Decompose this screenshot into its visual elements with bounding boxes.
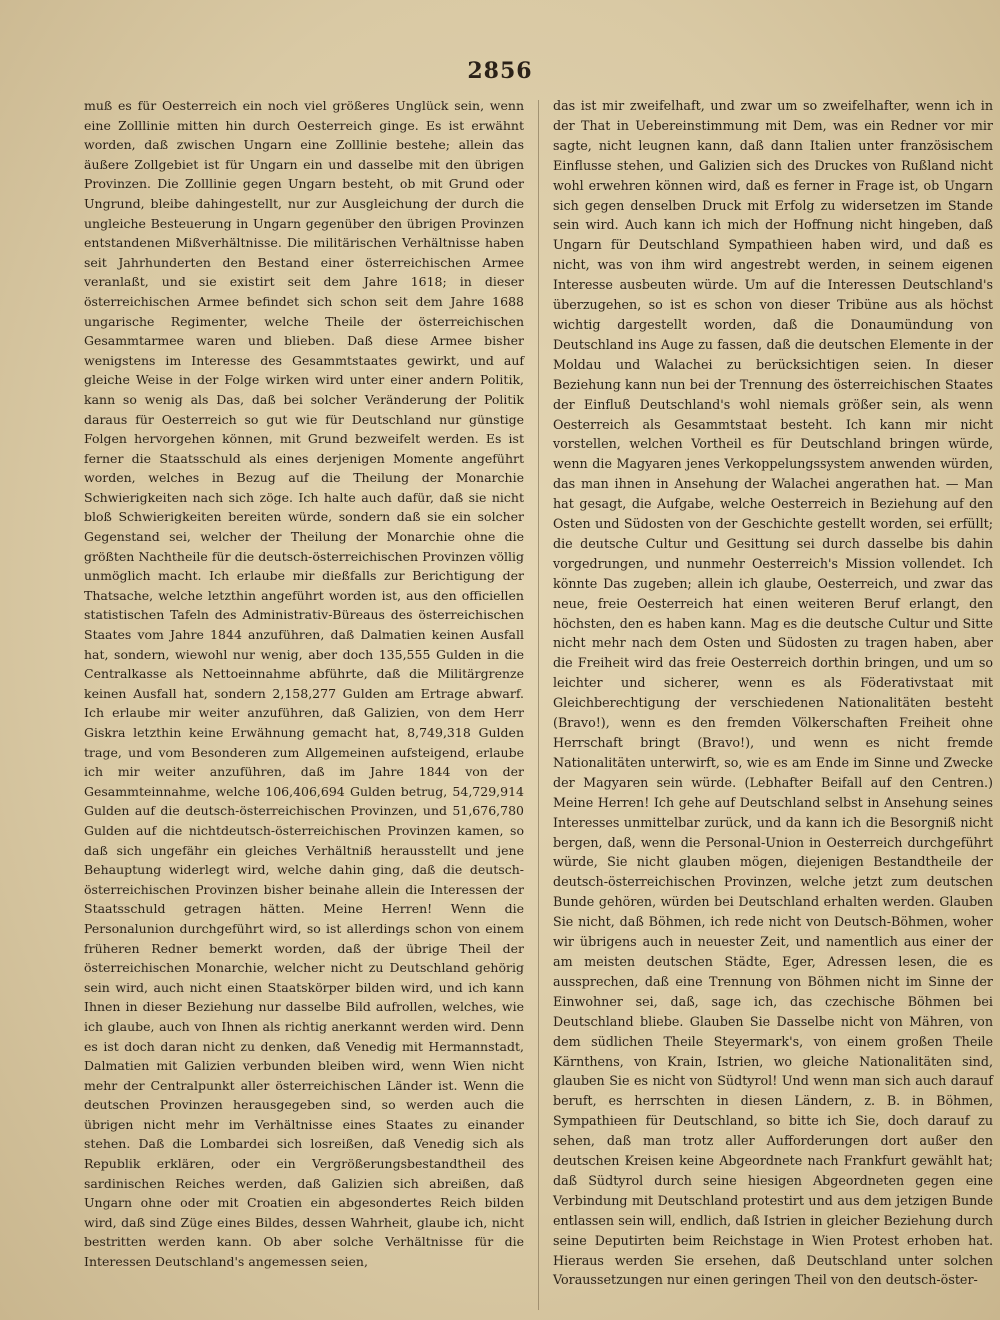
right-column-text: das ist mir zweifelhaft, und zwar um so zweifelhafter, wenn ich in der That in Uebereinstimmung mit Dem, was ein Redner vor mir sagte, nicht leugnen kann, daß dann Italien unter französischem Einflusse stehen, und Galizien sich des Druckes von Rußland nicht wohl erwehren können wird, daß es ferner in Frage ist, ob Ungarn sich gegen denselben Druck mit Erfolg zu widersetzen im Stande sein wird. Auch kann ich mich der Hoffnung nicht hingeben, daß Ungarn für Deutschland Sympathieen haben wird, und daß es nicht, was von ihm wird angestrebt werden, in seinem eigenen Interesse ausbeuten würde. Um auf die Interessen Deutschland's überzugehen, so ist es schon von dieser Tribüne aus als höchst wichtig dargestellt worden, daß die Donaumündung von Deutschland ins Auge zu fassen, daß die deutschen Elemente in der Moldau und Walachei zu berücksichtigen seien. In dieser Beziehung kann nun bei der Trennung des österreichischen Staates der Einfluß Deutschland's wohl niemals größer sein, als wenn Oesterreich als Gesammtstaat besteht. Ich kann mir nicht vorstellen, welchen Vortheil es für Deutschland bringen würde, wenn die Magyaren jenes Verkoppelungssystem anwenden würden, das man ihnen in Ansehung der Walachei angerathen hat. — Man hat gesagt, die Aufgabe, welche Oesterreich in Beziehung auf den Osten und Südosten von der Geschichte gestellt worden, sei erfüllt; die deutsche Cultur und Gesittung sei durch dasselbe bis dahin vorgedrungen, und nunmehr Oesterreich's Mission vollendet. Ich könnte Das zugeben; allein ich glaube, Oesterreich, und zwar das neue, freie Oesterreich hat einen weiteren Beruf erlangt, den höchsten, den es haben kann. Mag es die deutsche Cultur und Sitte nicht mehr nach dem Osten und Südosten zu tragen haben, aber die Freiheit wird das freie Oesterreich dorthin bringen, und um so leichter und sicherer, wenn es als Föderativstaat mit Gleichberechtigung der verschiedenen Nationalitäten besteht (Bravo!), wenn es den fremden Völkerschaften Freiheit ohne Herrschaft bringt (Bravo!), und wenn es nicht fremde Nationalitäten unterwirft, so, wie es am Ende im Sinne und Zwecke der Magyaren sein würde. (Lebhafter Beifall auf den Centren.) Meine Herren! Ich gehe auf Deutschland selbst in Ansehung seines Interesses unmittelbar zurück, und da kann ich die Besorgniß nicht bergen, daß, wenn die Personal-Union in Oesterreich durchgeführt würde, Sie nicht glauben mögen, diejenigen Bestandtheile der deutsch-österreichischen Provinzen, welche jetzt zum deutschen Bunde gehören, würden bei Deutschland erhalten werden. Glauben Sie nicht, daß Böhmen, ich rede nicht von Deutsch-Böhmen, woher wir übrigens auch in neuester Zeit, und namentlich aus einer der am meisten deutschen Städte, Eger, Adressen lesen, die es aussprechen, daß eine Trennung von Böhmen nicht im Sinne der Einwohner sei, daß, sage ich, das czechische Böhmen bei Deutschland bliebe. Glauben Sie Dasselbe nicht von Mähren, von dem südlichen Theile Steyermark's, von einem großen Theile Kärnthens, von Krain, Istrien, wo gleiche Nationalitäten sind, glauben Sie es nicht von Südtyrol! Und wenn man sich auch darauf beruft, es herrschten in diesen Ländern, z. B. in Böhmen, Sympathieen für Deutschland, so bitte ich Sie, doch darauf zu sehen, daß man trotz aller Aufforderungen dort außer den deutschen Kreisen keine Abgeordnete nach Frankfurt gewählt hat; daß Südtyrol durch seine hiesigen Abgeordneten gegen eine Verbindung mit Deutschland protestirt und aus dem jetzigen Bunde entlassen sein will, endlich, daß Istrien in gleicher Beziehung durch seine Deputirten beim Reichstage in Wien Protest erhoben hat. Hieraus werden Sie ersehen, daß Deutschland unter solchen Voraussetzungen nur einen geringen Theil von den deutsch-öster-	[553, 98, 993, 1288]
right-text-column	[553, 96, 993, 1290]
page-number: 2856	[467, 58, 533, 84]
left-text-column	[84, 96, 524, 1272]
column-divider	[538, 100, 539, 1310]
left-column-text: muß es für Oesterreich ein noch viel größeres Unglück sein, wenn eine Zolllinie mitten hin durch Oesterreich ginge. Es ist erwähnt worden, daß zwischen Ungarn eine Zolllinie bestehe; allein das äußere Zollgebiet ist für Ungarn ein und dasselbe mit den übrigen Provinzen. Die Zolllinie gegen Ungarn besteht, ob mit Grund oder Ungrund, bleibe dahingestellt, nur zur Ausgleichung der durch die ungleiche Besteuerung in Ungarn gegenüber den übrigen Provinzen entstandenen Mißverhältnisse. Die militärischen Verhältnisse haben seit Jahrhunderten den Bestand einer österreichischen Armee veranlaßt, und sie existirt seit dem Jahre 1618; in dieser österreichischen Armee befindet sich schon seit dem Jahre 1688 ungarische Regimenter, welche Theile der österreichischen Gesammtarmee waren und blieben. Daß diese Armee bisher wenigstens im Interesse des Gesammtstaates gewirkt, und auf gleiche Weise in der Folge wirken wird unter einer andern Politik, kann so wenig als Das, daß bei solcher Veränderung der Politik daraus für Oesterreich so gut wie für Deutschland nur günstige Folgen hervorgehen können, mit Grund bezweifelt werden. Es ist ferner die Staatsschuld als eines derjenigen Momente angeführt worden, welches in Bezug auf die Theilung der Monarchie Schwierigkeiten nach sich zöge. Ich halte auch dafür, daß sie nicht bloß Schwierigkeiten bereiten würde, sondern daß sie ein solcher Gegenstand sei, welcher der Theilung der Monarchie ohne die größten Nachtheile für die deutsch-österreichischen Provinzen völlig unmöglich macht. Ich erlaube mir dießfalls zur Berichtigung der Thatsache, welche letzthin angeführt worden ist, aus den officiellen statistischen Tafeln des Administrativ-Büreaus des österreichischen Staates vom Jahre 1844 anzuführen, daß Dalmatien keinen Ausfall hat, sondern, wiewohl nur wenig, aber doch 135,555 Gulden in die Centralkasse als Nettoeinnahme abführte, daß die Militärgrenze keinen Ausfall hat, sondern 2,158,277 Gulden am Ertrage abwarf. Ich erlaube mir weiter anzuführen, daß Galizien, von dem Herr Giskra letzthin keine Erwähnung gemacht hat, 8,749,318 Gulden trage, und vom Besonderen zum Allgemeinen aufsteigend, erlaube ich mir weiter anzuführen, daß im Jahre 1844 von der Gesammteinnahme, welche 106,406,694 Gulden betrug, 54,729,914 Gulden auf die deutsch-österreichischen Provinzen, und 51,676,780 Gulden auf die nichtdeutsch-österreichischen Provinzen kamen, so daß sich ungefähr ein gleiches Verhältniß herausstellt und jene Behauptung widerlegt wird, welche dahin ging, daß die deutsch-österreichischen Provinzen bisher beinahe allein die Interessen der Staatsschuld getragen hätten. Meine Herren! Wenn die Personalunion durchgeführt wird, so ist allerdings schon von einem früheren Redner bemerkt worden, daß der übrige Theil der österreichischen Monarchie, welcher nicht zu Deutschland gehörig sein wird, auch nicht einen Staatskörper bilden wird, und ich kann Ihnen in dieser Beziehung nur dasselbe Bild aufrollen, welches, wie ich glaube, auch von Ihnen als richtig anerkannt werden wird. Denn es ist doch daran nicht zu denken, daß Venedig mit Hermannstadt, Dalmatien mit Galizien verbunden bleiben wird, wenn Wien nicht mehr der Centralpunkt aller österreichischen Länder ist. Wenn die deutschen Provinzen herausgegeben sind, so werden auch die übrigen nicht mehr im Verhältnisse eines Staates zu einander stehen. Daß die Lombardei sich losreißen, daß Venedig sich als Republik erklären, oder ein Vergrößerungsbestandtheil des sardinischen Reiches werden, daß Galizien sich abreißen, daß Ungarn ohne oder mit Croatien ein abgesondertes Reich bilden wird, daß sind Züge eines Bildes, dessen Wahrheit, glaube ich, nicht bestritten werden kann. Ob aber solche Verhältnisse für die Interessen Deutschland's angemessen seien,	[84, 98, 524, 1270]
